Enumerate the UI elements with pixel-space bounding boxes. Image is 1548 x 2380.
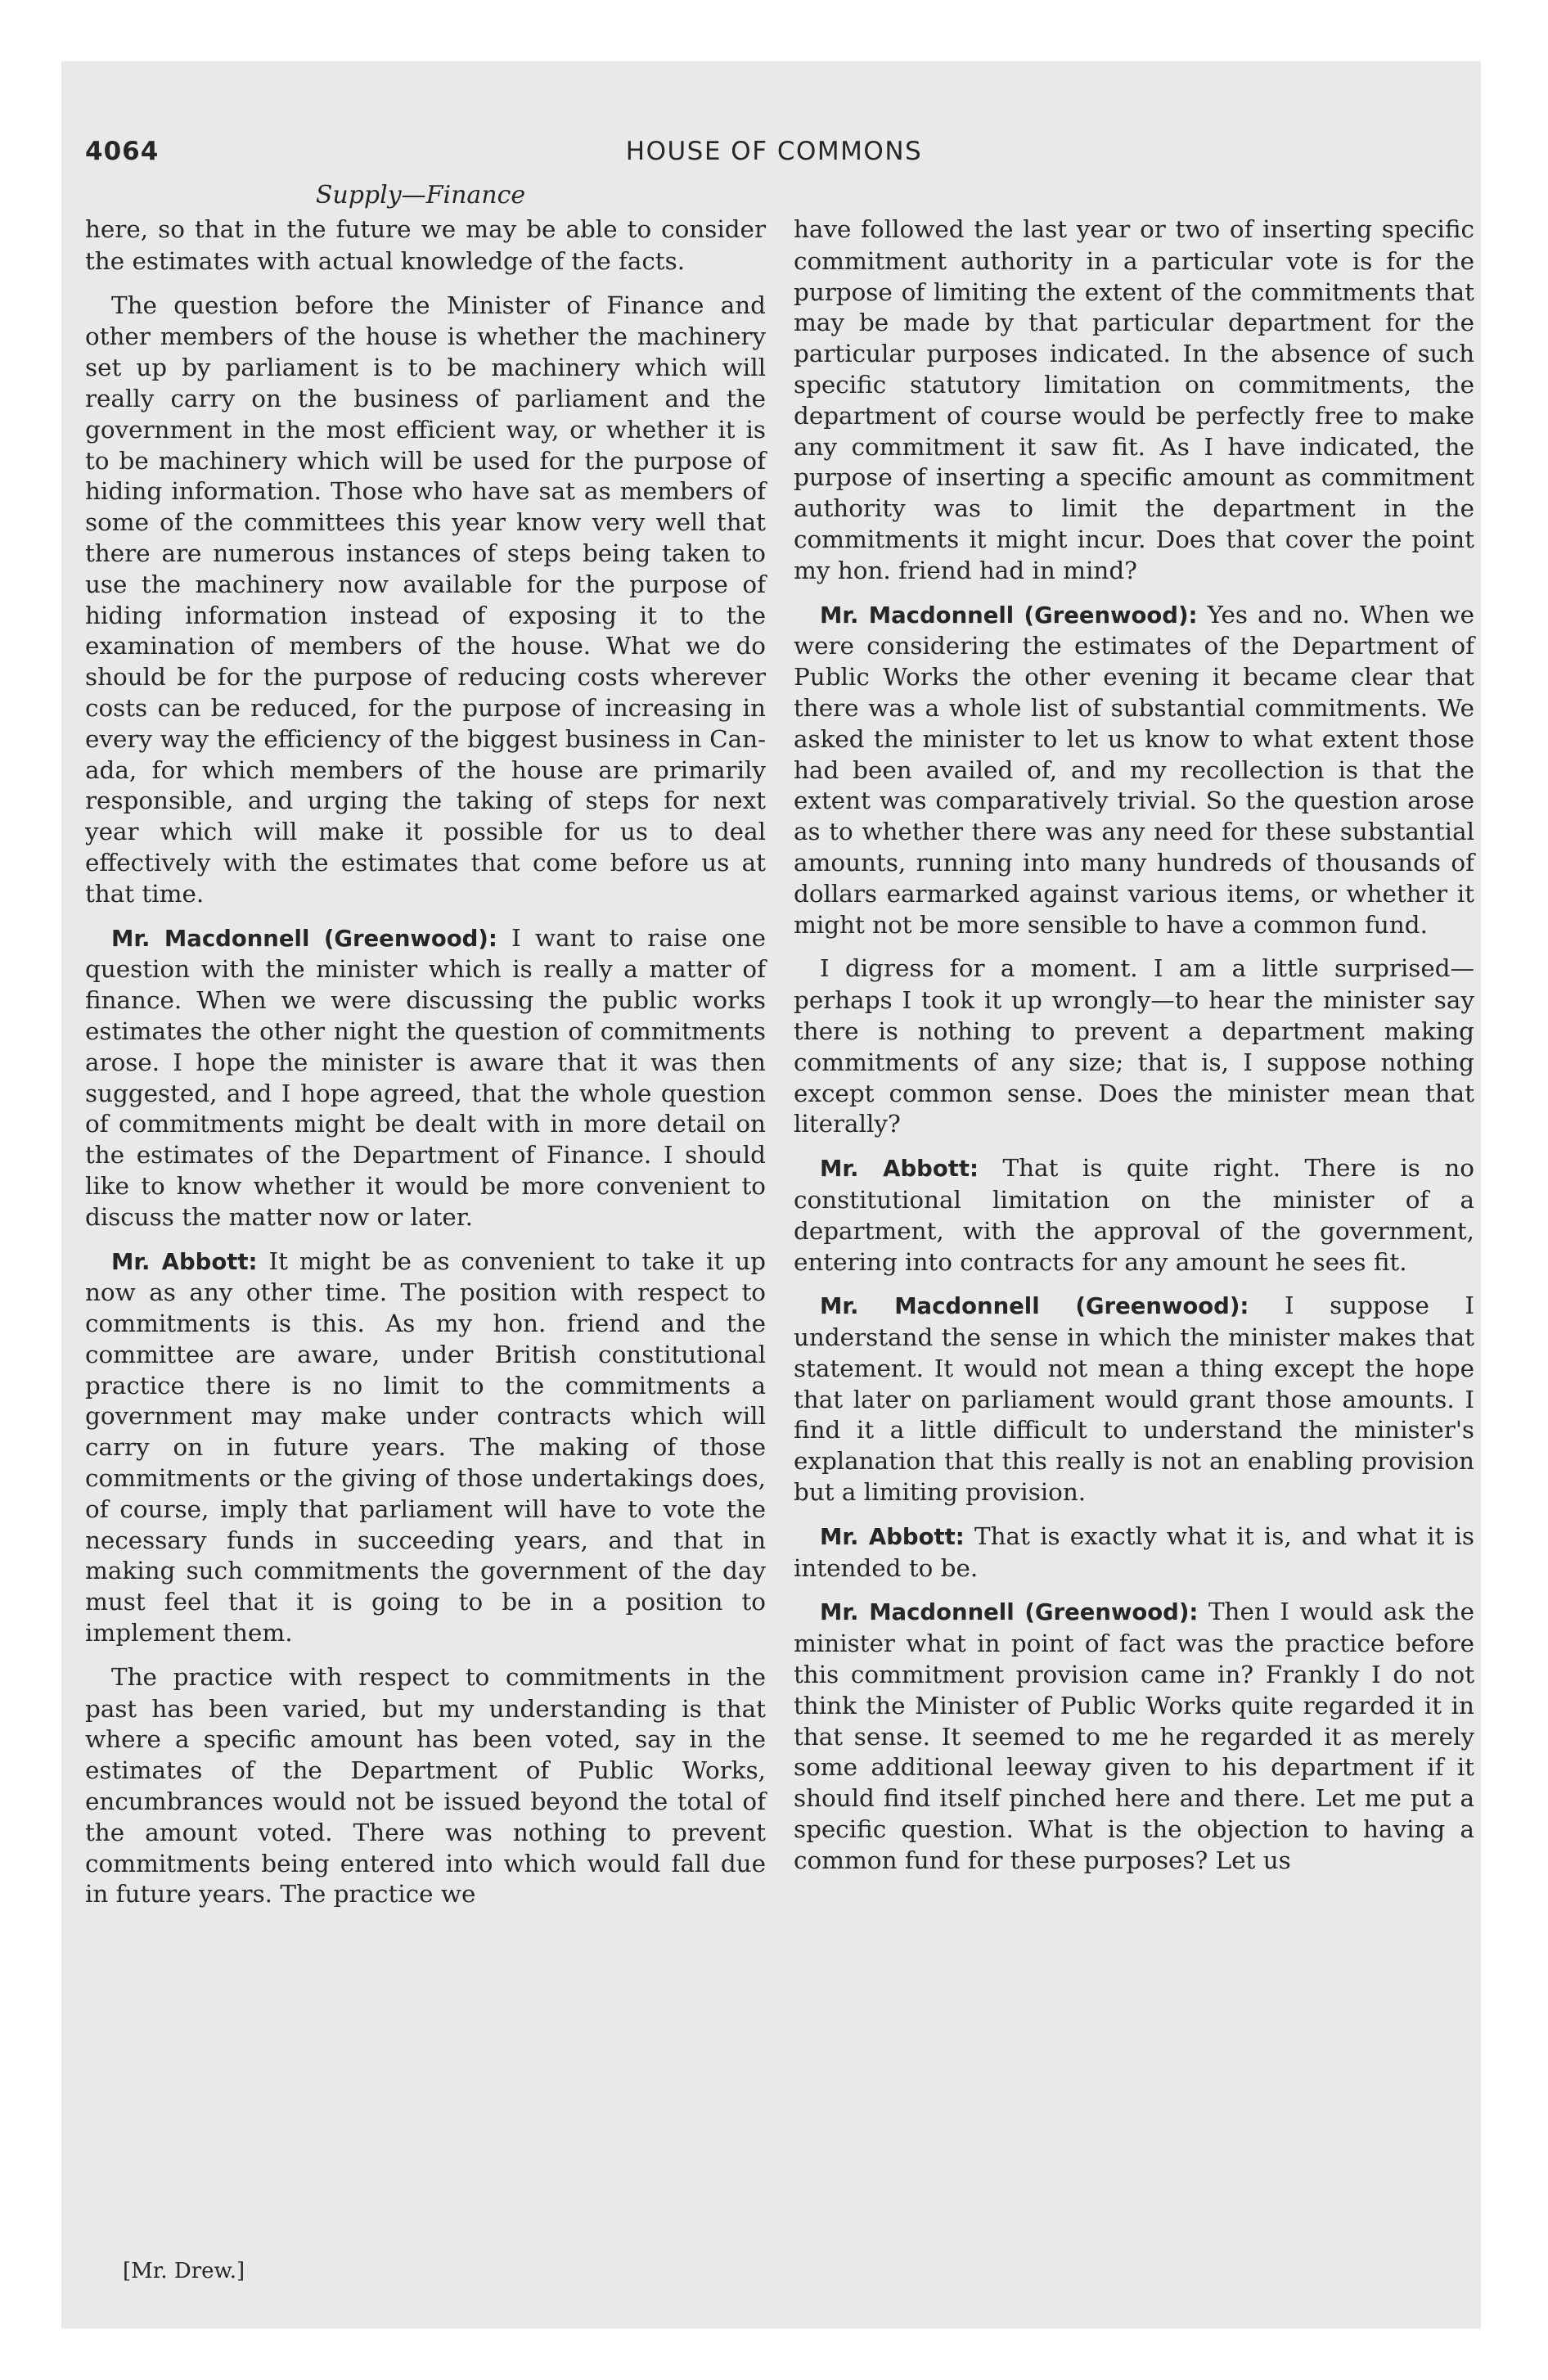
paragraph-text: Then I would ask the minister what in point of fact was the practice before this commitment provision came in? Frankly I do not think the Minister of Public Works quite regarded it in that sense. It seemed to me he regarded it as merely some additional leeway given to his department if it should find itself pinched here and there. Let me put a specific question. What is the objection to having a common fund for these purposes? Let us — [794, 1598, 1474, 1874]
paragraph-text: Yes and no. When we were considering the estimates of the Department of Public Works the other evening it became clear that there was a whole list of substantial commitments. We asked the minister to let us know to what extent those had been availed of, and my recollection is that the extent was comparatively trivial. So the question arose as to whether there was any need for these substantial amounts, running into many hundreds of thousands of dollars earmarked against various items, or whether it might not be more sensible to have a common fund. — [794, 600, 1474, 939]
paragraph — [794, 953, 1474, 1140]
speaker-name: Mr. Macdonnell (Greenwood): — [820, 602, 1198, 629]
paragraph — [794, 1521, 1474, 1584]
paragraph-text: That is exactly what it is, and what it is intended to be. — [794, 1521, 1474, 1582]
paragraph — [85, 291, 766, 910]
paragraph — [794, 600, 1474, 941]
paragraph — [85, 923, 766, 1233]
paragraph — [794, 1291, 1474, 1508]
speaker-name: Mr. Abbott: — [111, 1248, 258, 1275]
paragraph — [85, 214, 766, 277]
paragraph-text: have followed the last year or two of inserting specific commitment authority in a particular vote is for the purpose of limiting the extent of the commitments that may be made by that particular department for the particular purposes indicated. In the absence of such specific statutory limitation on commitments, the department of course would be perfectly free to make any commitment it saw fit. As I have indicated, the purpose of inserting a specific amount as commitment authority was to limit the department in the commitments it might incur. Does that cover the point my hon. friend had in mind? — [794, 215, 1474, 584]
paragraph-text: I digress for a moment. I am a little surprised—perhaps I took it up wrongly—to hear the minister say there is nothing to prevent a department making commitments of any size; that is, I suppose nothing except common sense. Does the minister mean that literally? — [794, 954, 1474, 1138]
paragraph-text: It might be as convenient to take it up now as any other time. The position with respect to commitments is this. As my hon. friend and the committee are aware, under British constitutional practice there is no limit to the commitments a government may make under contracts which will carry on in future years. The making of those commitments or the giving of those undertakings does, of course, imply that parliament will have to vote the necessary funds in succeeding years, and that in making such commitments the government of the day must feel that it is going to be in a position to implement them. — [85, 1246, 766, 1648]
paragraph-text: The practice with respect to commitments in the past has been varied, but my understanding is that where a specific amount has been voted, say in the estimates of the Department of Public Works, encumbrances would not be issued beyond the total of the amount voted. There was nothing to prevent commitments being entered into which would fall due in future years. The practice we — [85, 1662, 766, 1909]
paragraph — [85, 1246, 766, 1649]
speaker-name: Mr. Abbott: — [820, 1523, 965, 1550]
page-number: 4064 — [85, 137, 160, 166]
speaker-name: Mr. Abbott: — [820, 1156, 979, 1183]
paragraph — [794, 1597, 1474, 1876]
paragraph-text: I suppose I understand the sense in which the minister makes that statement. It would not mean a thing except the hope that later on parliament would grant those amounts. I find it a little difficult to understand the minister's explanation that this really is not an enabling provision but a limiting provision. — [794, 1291, 1475, 1507]
paragraph — [794, 214, 1474, 587]
right-column — [794, 214, 1474, 1890]
section-heading: Supply—Finance — [315, 181, 526, 210]
footer-speaker-note: [Mr. Drew.] — [123, 2259, 245, 2283]
paragraph-text: That is quite right. There is no constitutional limitation on the minister of a department, with the approval of the government, entering into contracts for any amount he sees fit. — [794, 1154, 1474, 1276]
paragraph — [85, 1662, 766, 1910]
paragraph-text: The question before the Minister of Finance and other members of the house is whether the machinery set up by parliament is to be machinery which will really carry on the business of parliament and the government in the most efficient way, or whether it is to be machinery which will be used for the purpose of hiding information. Those who have sat as members of some of the committees this year know very well that there are numerous instances of steps being taken to use the machinery now available for the purpose of hiding information instead of exposing it to the examination of members of the house. What we do should be for the purpose of reducing costs wherever costs can be reduced, for the purpose of increasing in every way the efficiency of the biggest business in Canada, for which members of the house are primarily responsible, and urging the taking of steps for next year which will make it possible for us to deal effectively with the estimates that come before us at that time. — [85, 291, 766, 908]
paragraph-text: I want to raise one question with the minister which is really a matter of finance. When we were discussing the public works estimates the other night the question of commitments arose. I hope the minister is aware that it was then suggested, and I hope agreed, that the whole question of commitments might be dealt with in more detail on the estimates of the Department of Finance. I should like to know whether it would be more convenient to discuss the matter now or later. — [85, 923, 766, 1231]
left-column — [85, 214, 766, 1923]
paragraph-text: here, so that in the future we may be able to consider the estimates with actual knowledge of the facts. — [85, 215, 766, 275]
running-head: HOUSE OF COMMONS — [625, 137, 923, 166]
speaker-name: Mr. Macdonnell (Greenwood): — [820, 1599, 1199, 1626]
paragraph — [794, 1153, 1474, 1278]
speaker-name: Mr. Macdonnell (Greenwood): — [111, 925, 497, 952]
speaker-name: Mr. Macdonnell (Greenwood): — [820, 1293, 1249, 1320]
